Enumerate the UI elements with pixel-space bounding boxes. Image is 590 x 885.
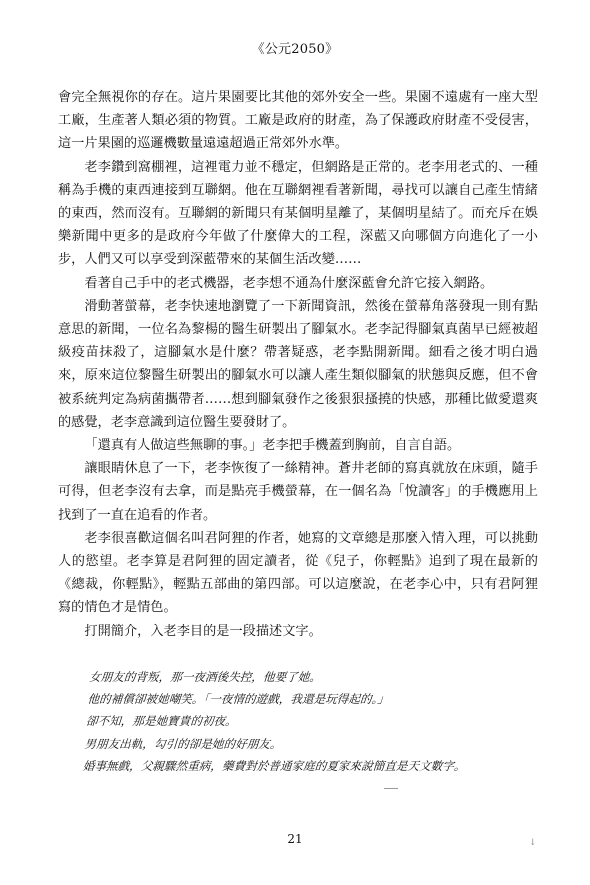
paragraph-mark: ↓ xyxy=(529,838,537,848)
paragraph: 老李鑽到窩棚裡，這裡電力並不穩定，但網路是正常的。老李用老式的、一種稱為手機的東西連接到互聯網。他在互聯網裡看著新聞，尋找可以讓自己產生情緒的東西，然而沒有。互聯網的新聞只有某個明星離了，某個明星結了。而充斥在娛樂新聞中更多的是政府今年做了什麼偉大的工程，深藍又向哪個方向進化了一小步，人們又可以享受到深藍帶來的某個生活改變…… xyxy=(58,159,538,268)
paragraph: 老李很喜歡這個名叫君阿狸的作者，她寫的文章總是那麼入情入理，可以挑動人的慾望。老李算是君阿狸的固定讀者，從《兒子，你輕點》追到了現在最新的《總裁，你輕點》，輕點五部曲的第四部。可以這麼說，在老李心中，只有君阿狸寫的情色才是情色。 xyxy=(58,530,538,616)
quote-line: 他的補償卻被她嘲笑。「一夜情的遊戲，我還是玩得起的。」 xyxy=(87,692,390,707)
book-synopsis-quote xyxy=(82,666,550,777)
paragraph: 讓眼睛休息了一下，老李恢復了一絲精神。蒼井老師的寫真就放在床頭，隨手可得，但老李沒有去拿，而是點亮手機螢幕，在一個名為「悅讀客」的手機應用上找到了一直在追看的作者。 xyxy=(58,461,538,523)
paragraph: 打開簡介，入老李目的是一段描述文字。 xyxy=(84,623,322,639)
page-title: 《公元2050》 xyxy=(251,42,339,57)
body-text xyxy=(58,86,538,643)
page-number: 21 xyxy=(287,832,303,846)
paragraph: 看著自己手中的老式機器，老李想不通為什麼深藍會允許它接入網路。 xyxy=(84,275,494,291)
quote-line: 卻不知，那是她寶貴的初夜。 xyxy=(85,714,238,729)
paragraph: 「還真有人做這些無聊的事。」老李把手機蓋到胸前，自言自語。 xyxy=(84,438,461,454)
quote-line: 男朋友出軌，勾引的卻是她的好朋友。 xyxy=(83,736,283,751)
paragraph: 滑動著螢幕，老李快速地瀏覽了一下新聞資訊，然後在螢幕角落發現一則有點意思的新聞，一位名為黎楊的醫生研製出了腳氣水。老李記得腳氣真菌早已經被超級疫苗抹殺了，這腳氣水是什麼？帶著疑惑，老李點開新聞。細看之後才明白過來，原來這位黎醫生研製出的腳氣水可以讓人產生類似腳氣的狀態與反應，但不會被系統判定為病菌攜帶者……想到腳氣發作之後狠狠搔撓的快感，那種比做愛還爽的感覺，老李意識到這位醫生要發財了。 xyxy=(58,298,538,430)
quote-line: 女朋友的背叛，那一夜酒後失控，他要了她。 xyxy=(88,670,322,684)
paragraph: 會完全無視你的存在。這片果園要比其他的郊外安全一些。果園不遠處有一座大型工廠，生產著人類必須的物質。工廠是政府的財產，為了保護政府財產不受侵害，這一片果園的巡邏機數量遠遠超過正常郊外水準。 xyxy=(58,90,538,152)
quote-line: 婚事無戲，父親驟然重病，藥費對於普通家庭的夏家來說簡直是天文數字。 xyxy=(82,758,467,773)
divider xyxy=(384,788,398,789)
